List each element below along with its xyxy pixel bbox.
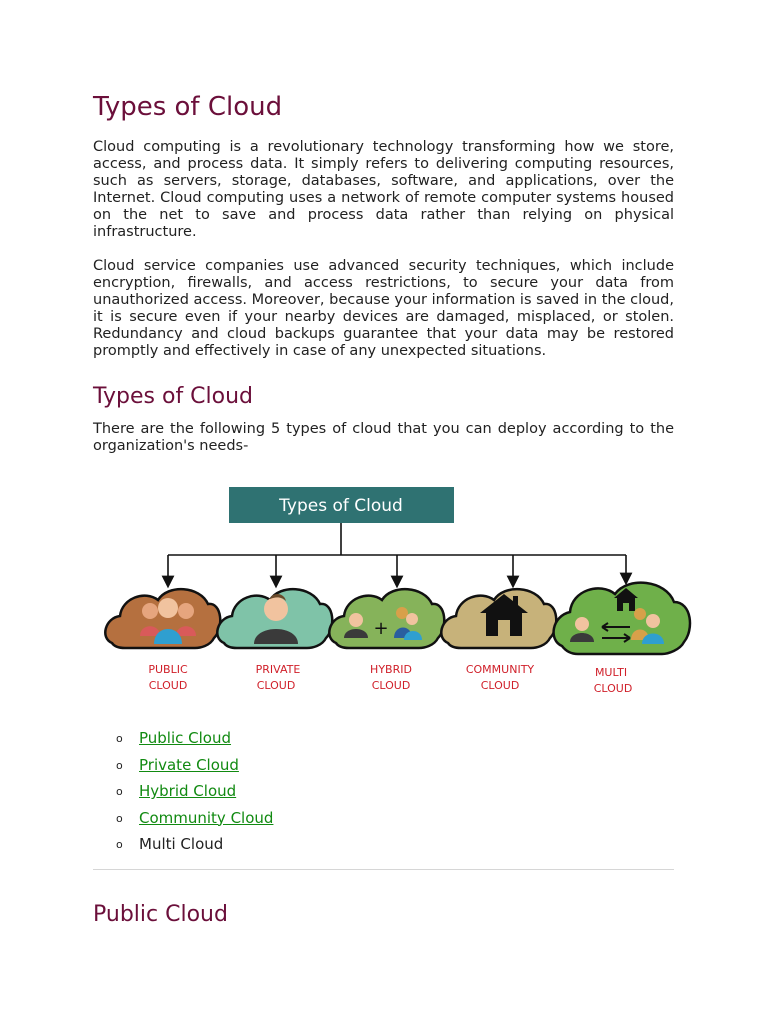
public-cloud-heading: Public Cloud bbox=[93, 902, 228, 927]
community-cloud-icon bbox=[441, 589, 556, 648]
bullet-icon: o bbox=[116, 838, 123, 851]
multi-cloud-icon bbox=[554, 583, 690, 654]
bullet-icon: o bbox=[116, 785, 123, 798]
list-item bbox=[93, 832, 273, 859]
link-hybrid-cloud[interactable]: Hybrid Cloud bbox=[139, 782, 237, 800]
section-heading: Types of Cloud bbox=[93, 384, 254, 409]
paragraph-intro: Cloud computing is a revolutionary technology transforming how we store, access, and process data. It simply refers to delivering computing resources, such as servers, storage, databases, software, and applications, over the Internet. Cloud computing uses a network of remote computer systems housed on the net to save and process data rather than relying on physical infrastructure. bbox=[93, 139, 674, 240]
link-public-cloud[interactable]: Public Cloud bbox=[139, 729, 232, 747]
section-divider bbox=[93, 869, 674, 870]
hybrid-cloud-icon bbox=[329, 589, 444, 648]
label-private-1: PRIVATE bbox=[255, 663, 301, 676]
types-of-cloud-diagram bbox=[100, 478, 695, 703]
bullet-icon: o bbox=[116, 811, 123, 825]
page-title: Types of Cloud bbox=[93, 92, 283, 122]
list-item bbox=[93, 779, 273, 806]
bullet-icon: o bbox=[116, 732, 123, 745]
private-cloud-icon bbox=[217, 589, 332, 648]
diagram-title: Types of Cloud bbox=[279, 496, 403, 516]
list-item bbox=[93, 806, 273, 833]
label-hybrid-2: CLOUD bbox=[371, 679, 411, 692]
list-item bbox=[93, 726, 273, 753]
diagram-labels bbox=[148, 663, 632, 695]
item-multi-cloud: Multi Cloud bbox=[139, 835, 224, 853]
public-cloud-icon bbox=[105, 589, 220, 648]
cloud-types-list bbox=[93, 726, 273, 859]
label-hybrid-1: HYBRID bbox=[370, 663, 412, 676]
article-body bbox=[93, 88, 674, 455]
label-multi-1: MULTI bbox=[594, 666, 628, 679]
label-multi-2: CLOUD bbox=[593, 682, 633, 695]
connector-arrows bbox=[168, 555, 626, 582]
link-private-cloud[interactable]: Private Cloud bbox=[139, 755, 239, 774]
paragraph-types-intro: There are the following 5 types of cloud that you can deploy according to the organization's needs- bbox=[93, 421, 674, 454]
label-public-2: CLOUD bbox=[148, 679, 188, 692]
label-community-1: COMMUNITY bbox=[465, 663, 535, 676]
label-community-2: CLOUD bbox=[480, 679, 520, 692]
link-community-cloud[interactable]: Community Cloud bbox=[139, 808, 274, 827]
bullet-icon: o bbox=[116, 758, 123, 772]
paragraph-security: Cloud service companies use advanced security techniques, which include encryption, firewalls, and access restrictions, to secure your data from unauthorized access. Moreover, because your information is saved in the cloud, it is secure even if your nearby devices are damaged, misplaced, or stolen. Redundancy and cloud backups guarantee that your data may be restored promptly and effectively in case of any unexpected situations. bbox=[93, 258, 674, 359]
label-private-2: CLOUD bbox=[256, 679, 296, 692]
list-item bbox=[93, 753, 273, 780]
svg-text:+: + bbox=[373, 618, 389, 639]
label-public-1: PUBLIC bbox=[148, 663, 188, 676]
